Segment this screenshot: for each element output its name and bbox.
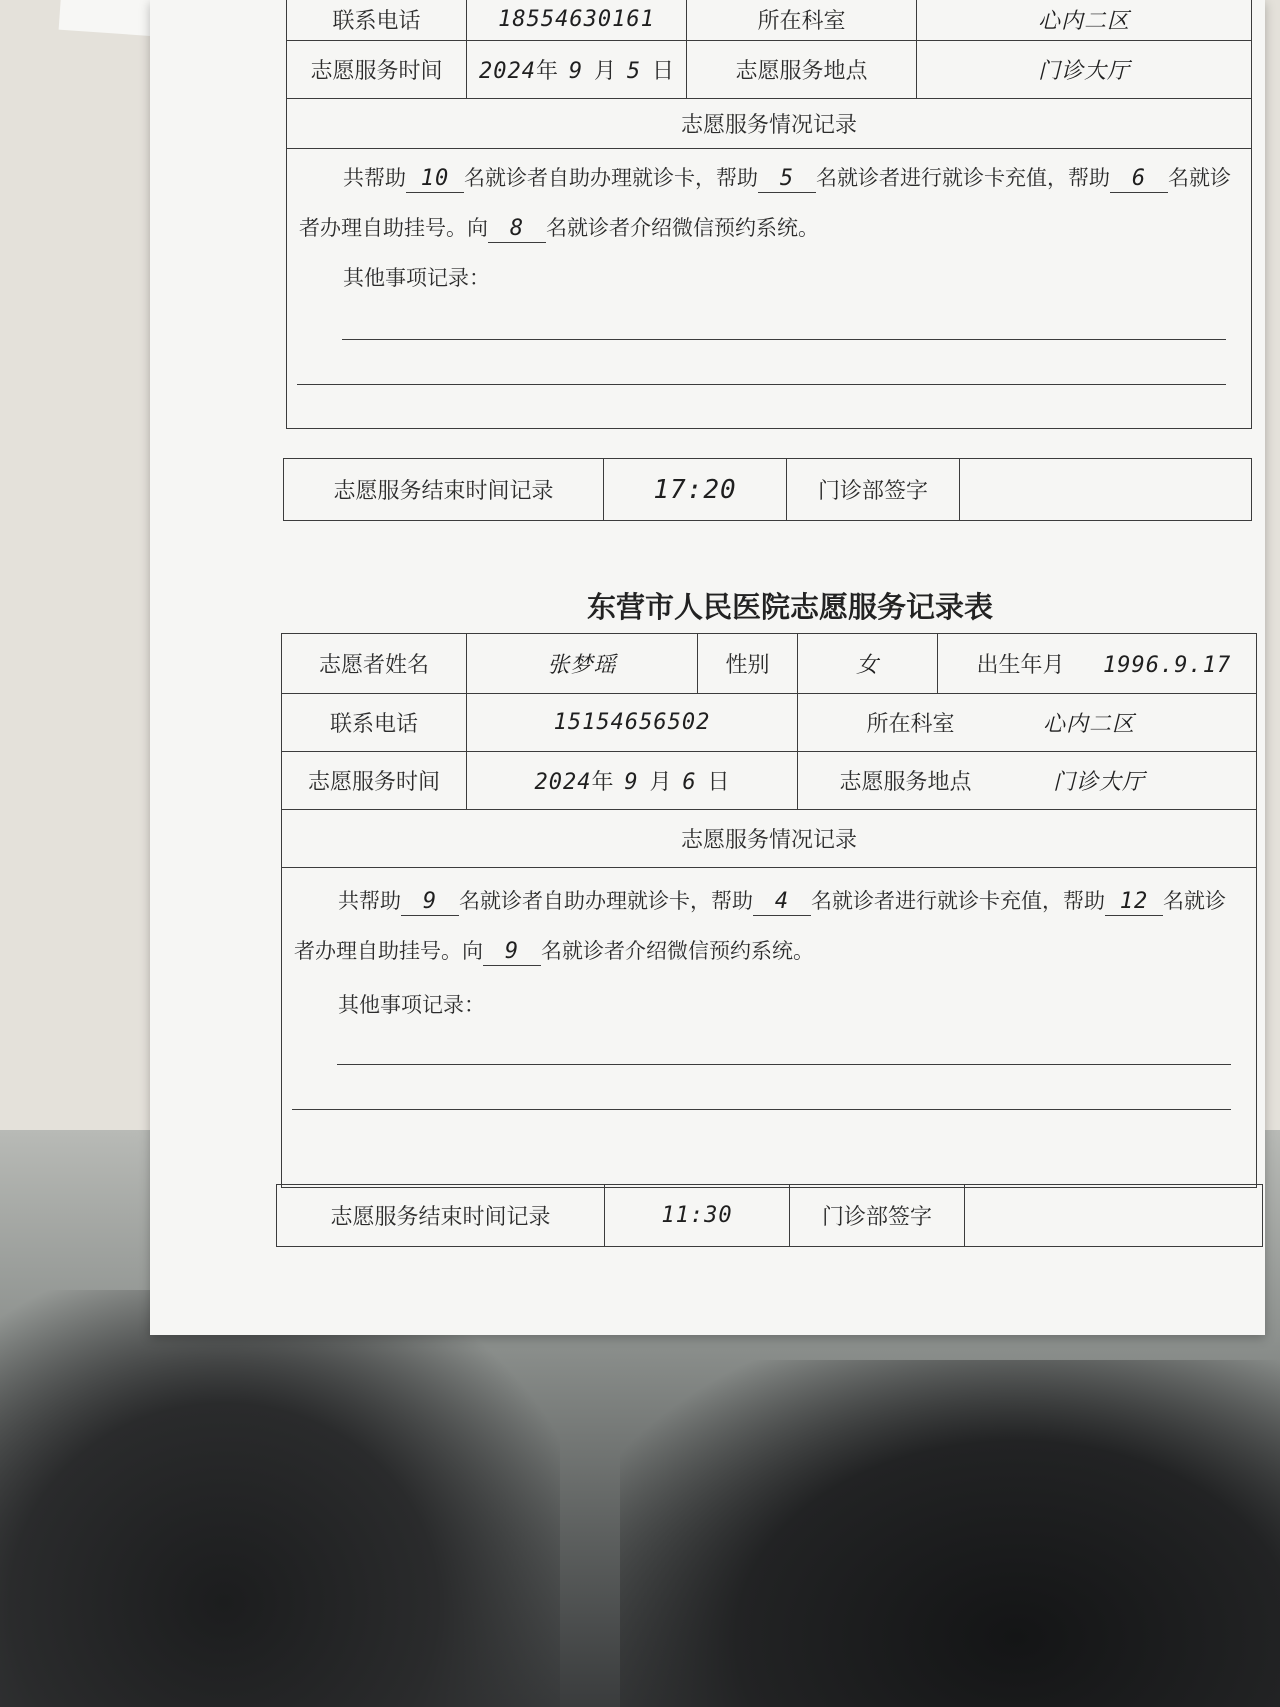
end-time-value: 11:30 — [605, 1185, 790, 1247]
count-recharge: 4 — [753, 889, 811, 916]
other-items-line-2 — [292, 1065, 1231, 1110]
gender-label: 性别 — [698, 634, 798, 694]
record-footer-2 — [276, 1184, 1263, 1247]
situation-header: 志愿服务情况记录 — [282, 810, 1257, 868]
situation-text: 共帮助 10 名就诊者自助办理就诊卡，帮助 5 名就诊者进行就诊卡充值，帮助 6 名就诊者办理自助挂号。向 8 名就诊者介绍微信预约系统。 — [299, 166, 1231, 241]
dept-value: 心内二区 — [1043, 712, 1136, 737]
dept-value: 心内二区 — [917, 0, 1252, 41]
other-items-label: 其他事项记录： — [338, 993, 485, 1017]
birth-value: 1996.9.17 — [1103, 653, 1232, 678]
sign-label: 门诊部签字 — [790, 1185, 965, 1247]
volunteer-name-label: 志愿者姓名 — [282, 634, 467, 694]
dept-label: 所在科室 — [687, 0, 917, 41]
count-register: 12 — [1105, 889, 1163, 916]
shadow-right — [620, 1360, 1280, 1707]
count-card: 9 — [401, 889, 459, 916]
other-items-line-1 — [337, 1030, 1231, 1065]
dept-label: 所在科室 — [866, 712, 955, 737]
end-time-value: 17:20 — [604, 459, 787, 521]
phone-value: 15154656502 — [467, 694, 798, 752]
other-items-label: 其他事项记录： — [343, 266, 490, 290]
record-footer-1 — [283, 458, 1252, 521]
place-label: 志愿服务地点 — [839, 770, 972, 795]
sign-value — [965, 1185, 1263, 1247]
sign-label: 门诊部签字 — [787, 459, 960, 521]
situation-text: 共帮助 9 名就诊者自助办理就诊卡，帮助 4 名就诊者进行就诊卡充值，帮助 12 名就诊者办理自助挂号。向 9 名就诊者介绍微信预约系统。 — [294, 889, 1226, 964]
service-date: 2024年 9 月 5 日 — [467, 41, 687, 99]
service-date: 2024年 9 月 6 日 — [467, 752, 798, 810]
gender-value: 女 — [798, 634, 938, 694]
situation-body — [282, 868, 1257, 1188]
record-table-2 — [281, 633, 1257, 1188]
place-value: 门诊大厅 — [917, 41, 1252, 99]
sign-value — [960, 459, 1252, 521]
place-cell — [798, 752, 1257, 810]
place-value: 门诊大厅 — [1053, 770, 1146, 795]
phone-label: 联系电话 — [287, 0, 467, 41]
count-wechat: 8 — [488, 216, 546, 243]
phone-label: 联系电话 — [282, 694, 467, 752]
count-register: 6 — [1110, 166, 1168, 193]
record-table-1 — [286, 0, 1252, 429]
phone-value: 18554630161 — [467, 0, 687, 41]
birth-label: 出生年月 — [976, 653, 1065, 678]
place-label: 志愿服务地点 — [687, 41, 917, 99]
service-time-label: 志愿服务时间 — [287, 41, 467, 99]
count-wechat: 9 — [483, 939, 541, 966]
situation-header: 志愿服务情况记录 — [287, 99, 1252, 149]
form-title: 东营市人民医院志愿服务记录表 — [586, 590, 993, 624]
dept-cell — [798, 694, 1257, 752]
record-paper — [150, 0, 1265, 1335]
count-recharge: 5 — [758, 166, 816, 193]
other-items-line-2 — [297, 340, 1226, 385]
situation-body — [287, 149, 1252, 429]
end-time-label: 志愿服务结束时间记录 — [277, 1185, 605, 1247]
shadow-left — [0, 1290, 560, 1707]
service-time-label: 志愿服务时间 — [282, 752, 467, 810]
count-card: 10 — [406, 166, 464, 193]
other-items-line-1 — [342, 303, 1226, 340]
end-time-label: 志愿服务结束时间记录 — [284, 459, 604, 521]
birth-cell — [938, 634, 1257, 694]
volunteer-name-value: 张梦瑶 — [467, 634, 698, 694]
